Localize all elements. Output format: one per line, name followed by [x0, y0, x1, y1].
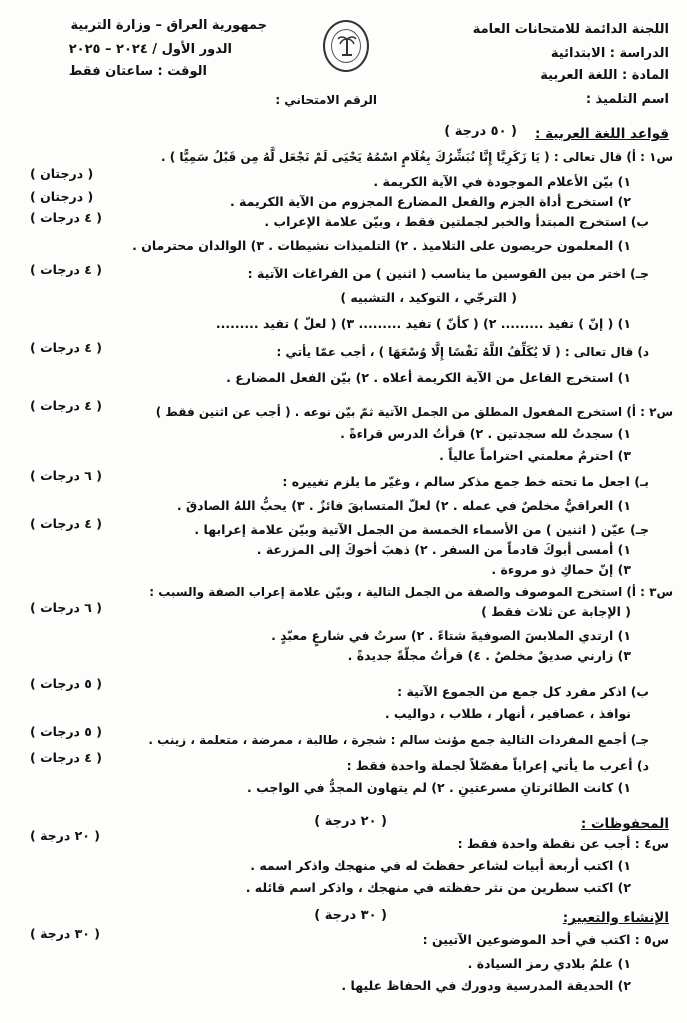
section-grammar-title: قواعد اللغة العربية : — [535, 126, 669, 142]
section-composition-marks: ( ٣٠ درجة ) — [314, 908, 387, 923]
q1b-items: ١) المعلمون حريصون على التلاميذ . ٢) التلميذات نشيطات . ٣) الوالدان محترمان . — [132, 238, 631, 253]
q4-marks: ( ٢٠ درجة ) — [30, 828, 100, 843]
ministry-seal-icon — [323, 20, 369, 72]
q4-question: س٤ : أجب عن نقطة واحدة فقط : — [457, 836, 669, 851]
q3b-question: ب) اذكر مفرد كل جمع من الجموع الآتية : — [397, 684, 649, 699]
q2c-question: جـ) عيّن ( اثنين ) من الأسماء الخمسة من الجمل الآتية وبيّن علامة إعرابها . — [194, 522, 649, 537]
q3d-marks: ( ٤ درجات ) — [30, 750, 103, 765]
q2a-item-3: ٣) احترمُ معلمتي احتراماً عالياً . — [439, 448, 631, 463]
q1d-question: د) قال تعالى : ( لَا يُكَلِّفُ اللَّهُ نَفْسًا إِلَّا وُسْعَهَا ) ، أجب عمّا يأتي : — [276, 345, 649, 359]
q3b-marks: ( ٥ درجات ) — [30, 676, 103, 691]
palm-tree-icon — [337, 33, 357, 57]
q3d-items: ١) كانت الطائرتانِ مسرعتينِ . ٢) لم يتهاون المجدُّ في الواجب . — [246, 780, 631, 795]
section-grammar-marks: ( ٥٠ درجة ) — [444, 124, 517, 139]
q1c-options: ( الترجّي ، التوكيد ، التشبيه ) — [340, 290, 517, 305]
subject: المادة : اللغة العربية — [540, 68, 669, 83]
q3a-note: ( الإجابة عن ثلاث فقط ) — [481, 604, 631, 619]
committee-name: اللجنة الدائمة للامتحانات العامة — [472, 22, 669, 37]
q3a-question: س٣ : أ) استخرج الموصوف والصفة من الجمل التالية ، وبيّن علامة إعراب الصفة والسبب : — [149, 585, 673, 599]
q2a-items: ١) سجدتُ لله سجدتين . ٢) قرأتُ الدرس قراءةً . — [340, 426, 631, 441]
q5-item-1: ١) علمُ بلادي رمز السيادة . — [467, 956, 631, 971]
q4-item-1: ١) اكتب أربعة أبيات لشاعر حفظتَ له في منهجك واذكر اسمه . — [250, 858, 631, 873]
q3a-items-2: ٣) زارني صديقٌ مخلصٌ . ٤) قرأتُ مجلّةً جديدةً . — [347, 648, 631, 663]
q1a-item-1-marks: ( درجتان ) — [30, 166, 94, 181]
q1c-items: ١) ( إنّ ) تفيد ......... ٢) ( كأنّ ) تفيد ......... ٣) ( لعلّ ) تفيد ......... — [215, 316, 631, 331]
q1d-items: ١) استخرج الفاعل من الآية الكريمة أعلاه . ٢) بيّن الفعل المضارع . — [226, 370, 631, 385]
q2c-items: ١) أمسى أبوكَ قادماً من السفر . ٢) ذهبَ أخوكَ إلى المزرعة . — [256, 542, 631, 557]
q1b-marks: ( ٤ درجات ) — [30, 210, 103, 225]
republic-ministry: جمهورية العراق – وزارة التربية — [70, 18, 267, 33]
q5-marks: ( ٣٠ درجة ) — [30, 926, 100, 941]
q2b-items: ١) العراقيُّ مخلصٌ في عمله . ٢) لعلّ المتسابقَ فائزٌ . ٣) يحبُّ اللهُ الصادقَ . — [176, 498, 631, 513]
q1a-item-2-marks: ( درجتان ) — [30, 189, 94, 204]
q3c-marks: ( ٥ درجات ) — [30, 724, 103, 739]
q2a-marks: ( ٤ درجات ) — [30, 398, 103, 413]
study-level: الدراسة : الابتدائية — [550, 46, 669, 61]
q1c-question: جـ) اختر من بين القوسين ما يناسب ( اثنين ) من الفراغات الآتية : — [247, 266, 649, 281]
q1b-question: ب) استخرج المبتدأ والخبر لجملتين فقط ، وبيّن علامة الإعراب . — [264, 214, 649, 229]
q2c-item-3: ٣) إنّ حماكِ ذو مروءة . — [491, 562, 631, 577]
q1c-marks: ( ٤ درجات ) — [30, 262, 103, 277]
q2b-question: بـ) اجعل ما تحته خط جمع مذكر سالم ، وغيّر ما يلزم تغييره : — [282, 474, 649, 489]
q1d-marks: ( ٤ درجات ) — [30, 340, 103, 355]
q3b-items: نوافذ ، عصافير ، أنهار ، طلاب ، دواليب . — [384, 706, 631, 721]
q4-item-2: ٢) اكتب سطرين من نثر حفظته في منهجك ، واذكر اسم قائله . — [245, 880, 631, 895]
q2a-question: س٢ : أ) استخرج المفعول المطلق من الجمل الآتية ثمّ بيّن نوعه . ( أجب عن اثنين فقط ) — [155, 405, 673, 419]
q3a-marks: ( ٦ درجات ) — [30, 600, 103, 615]
q3c-question: جـ) أجمع المفردات التالية جمع مؤنث سالم : شجرة ، طالبة ، ممرضة ، متعلمة ، زينب . — [148, 733, 649, 747]
exam-number-label: الرقم الامتحاني : — [275, 93, 377, 107]
section-memorization-marks: ( ٢٠ درجة ) — [314, 814, 387, 829]
exam-time: الوقت : ساعتان فقط — [68, 64, 207, 79]
section-memorization-title: المحفوظات : — [580, 816, 669, 832]
section-composition-title: الإنشاء والتعبير: — [562, 910, 669, 926]
q2b-marks: ( ٦ درجات ) — [30, 468, 103, 483]
q2c-marks: ( ٤ درجات ) — [30, 516, 103, 531]
q3a-items-1: ١) ارتدي الملابسَ الصوفيةَ شتاءً . ٢) سرتُ في شارعٍ معبّدٍ . — [271, 628, 631, 643]
exam-round: الدور الأول / ٢٠٢٤ – ٢٠٢٥ — [68, 42, 232, 57]
q5-question: س٥ : اكتب في أحد الموضوعين الآتيين : — [422, 932, 669, 947]
q1a-item-1: ١) بيّن الأعلام الموجودة في الآية الكريمة . — [373, 174, 631, 189]
student-name-label: اسم التلميذ : — [585, 92, 669, 107]
q1a-item-2: ٢) استخرج أداة الجزم والفعل المضارع المجزوم من الآية الكريمة . — [229, 194, 631, 209]
q1a-verse: س١ : أ) قال تعالى : ( يَا زَكَرِيَّا إِنَّا نُبَشِّرُكَ بِغُلَامٍ اسْمُهُ يَحْيَى لَمْ نَجْعَل لَّهُ مِن قَبْلُ سَمِيًّا ) . — [160, 150, 673, 164]
q3d-question: د) أعرب ما يأتي إعراباً مفصّلاً لجملة واحدة فقط : — [346, 758, 649, 773]
q5-item-2: ٢) الحديقة المدرسية ودورك في الحفاظ عليها . — [341, 978, 631, 993]
